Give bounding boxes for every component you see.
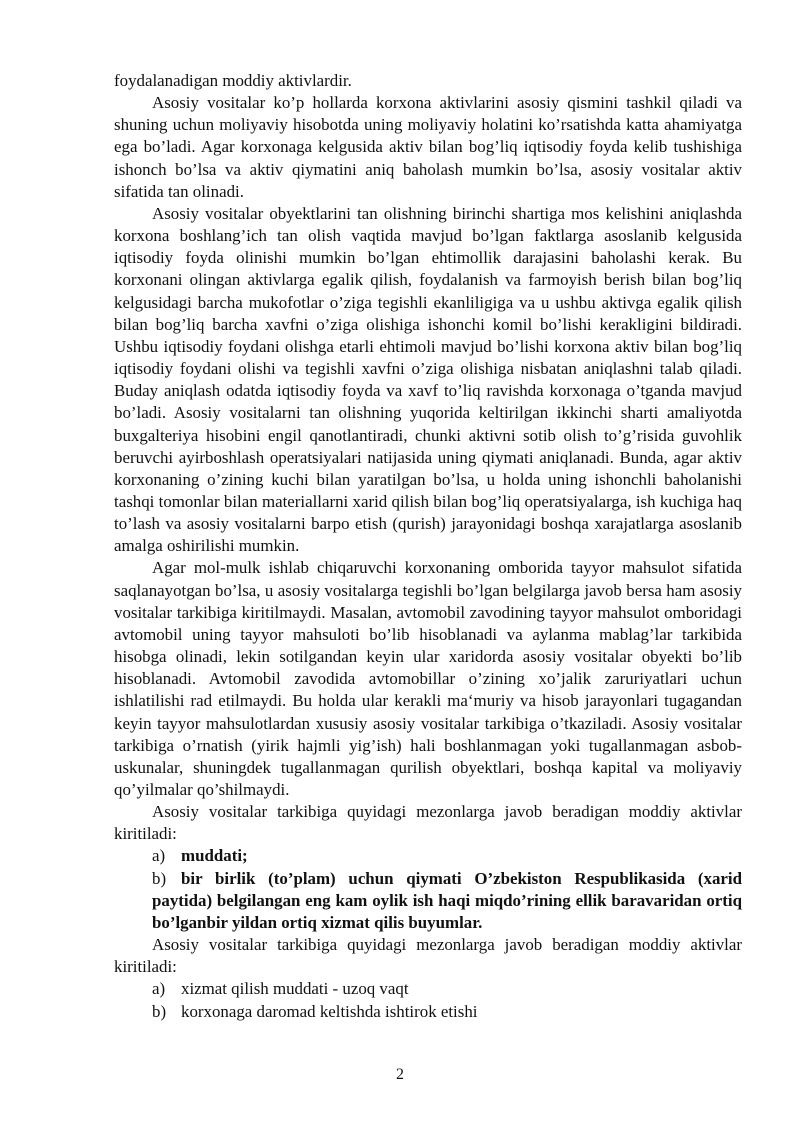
paragraph-tan-olish-birinchi-shart: Asosiy vositalar obyektlarini tan olishning birinchi shartiga mos kelishini aniqlashda korxona boshlang’ich tan olish vaqtida mavjud bo’lgan faktlarga asoslanib kelgusida iqtisodiy foyda olinishi mumkin bo’lgan ehtimollik darajasini baholashi kerak. Bu korxonani olingan aktivlarga egalik qilish, foydalanish va farmoyish berish bilan bog’liq kelgusidagi barcha mukofotlar o’ziga tegishli ekanliligiga va u ushbu aktivga egalik qilish bilan bog’liq barcha xavfni o’ziga olishiga ishonchi komil bo’lishi kerakligini bildiradi. Ushbu iqtisodiy foydani olishga etarli ehtimoli mavjud bo’lishi korxona aktiv bilan bog’liq iqtisodiy foydani olishi va tegishli xavfni o’ziga olishiga nisbatan aniqlashni talab qiladi. Buday aniqlash odatda iqtisodiy foyda va xavf to’liq ravishda korxonaga o’tganda mavjud bo’ladi. Asosiy vositalarni tan olishning yuqorida keltirilgan ikkinchi sharti amaliyotda buxgalteriya hisobini engil qanotlantiradi, chunki aktivni sotib olish to’g’risida guvohlik beruvchi ayirboshlash operatsiyalari natijasida uning qiymati aniqlanadi. Bunda, agar aktiv korxonaning o’zining kuchi bilan yaratilgan bo’lsa, u holda uning ishonchli baholanishi tashqi tomonlar bilan materiallarni xarid qilish bilan bog’liq operatsiyalarga, ish kuchiga haq to’lash va asosiy vositalarni barpo etish (qurish) jarayonidagi boshqa xarajatlarga asoslanib amalga oshirilishi mumkin. xyxy=(114,203,742,556)
list-item-letter: b) xyxy=(152,1001,167,1021)
paragraph-asosiy-vositalar-intro: Asosiy vositalar ko’p hollarda korxona aktivlarini asosiy qismini tashkil qiladi va shuning uchun moliyaviy hisobotda uning moliyaviy holatini ko’rsatishda katta ahamiyatga ega bo’ladi. Agar korxonaga kelgusida aktiv bilan bog’liq iqtisodiy foyda kelib tushishiga ishonch bo’lsa va aktiv qiymatini aniq baholash mumkin bo’lsa, asosiy vositalar aktiv sifatida tan olinadi. xyxy=(114,93,742,201)
list-item xyxy=(114,868,742,934)
paragraph-mezonlar-2: Asosiy vositalar tarkibiga quyidagi mezonlarga javob beradigan moddiy aktivlar kiritiladi: xyxy=(114,935,742,977)
page-number: 2 xyxy=(396,1066,404,1083)
list-item-text: bir birlik (to’plam) uchun qiymati O’zbekiston Respublikasida (xarid paytida) belgilangan eng kam oylik ish haqi miqdo’rining ellik baravaridan ortiq bo’lganbir yildan ortiq xizmat qilis buyumlar. xyxy=(152,868,742,932)
list-item-letter: b) xyxy=(152,868,167,888)
document-page xyxy=(114,70,742,1023)
paragraph-mezonlar-1: Asosiy vositalar tarkibiga quyidagi mezonlarga javob beradigan moddiy aktivlar kiritiladi: xyxy=(114,802,742,844)
list-item-text: xizmat qilish muddati - uzoq vaqt xyxy=(181,979,409,999)
list-item xyxy=(114,978,742,1000)
paragraph-continuation: foydalanadigan moddiy aktivlardir. xyxy=(114,71,352,90)
list-item-letter: a) xyxy=(152,979,166,999)
paragraph-mol-mulk: Agar mol-mulk ishlab chiqaruvchi korxonaning omborida tayyor mahsulot sifatida saqlanayotgan bo’lsa, u asosiy vositalarga tegishli bo’lgan belgilarga javob bersa ham asosiy vositalar tarkibiga kiritilmaydi. Masalan, avtomobil zavodining tayyor mahsulot omboridagi avtomobil uning tayyor mahsuloti bo’lib hisoblanadi va aylanma mablag’lar tarkibida hisobga olinadi, lekin sotilgandan keyin ular xaridorda asosiy vositalar obyekti bo’lib hisoblanadi. Avtomobil zavodida avtomobillar o’zining xo’jalik zaruriyatlari uchun ishlatilishi rad etilmaydi. Bu holda ular kerakli ma‘muriy va hisob jarayonlari tugagandan keyin tayyor mahsulotlardan xususiy asosiy vositalar tarkibiga o’tkaziladi. Asosiy vositalar tarkibiga o’rnatish (yirik hajmli yig’ish) hali boshlanmagan yoki tugallanmagan asbob-uskunalar, shuningdek tugallanmagan qurilish obyektlari, boshqa kapital va moliyaviy qo’yilmalar qo’shilmaydi. xyxy=(114,558,742,799)
list-item xyxy=(114,1001,742,1023)
list-item xyxy=(114,845,742,867)
list-item-text: muddati; xyxy=(181,846,248,866)
list-item-letter: a) xyxy=(152,846,166,866)
list-item-text: korxonaga daromad keltishda ishtirok etishi xyxy=(181,1001,478,1021)
